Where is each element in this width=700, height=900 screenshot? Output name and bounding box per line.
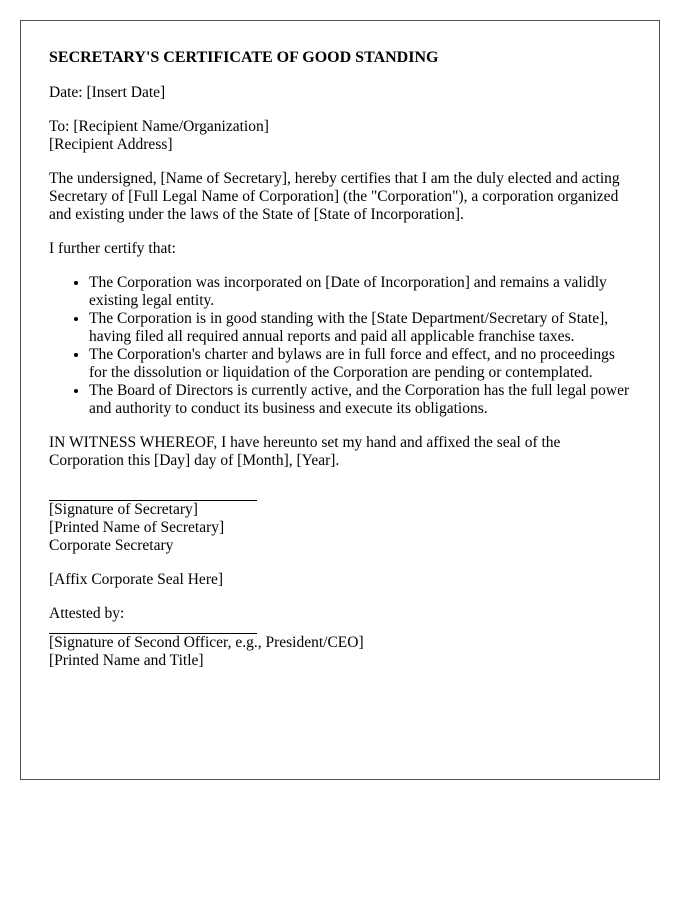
certify-intro: I further certify that:	[49, 240, 176, 257]
certification-item: • The Corporation is in good standing with the [State Department/Secretary of State], having filed all required annual reports and paid all applicable franchise taxes.	[89, 310, 631, 346]
recipient-address: [Recipient Address]	[49, 136, 173, 153]
secretary-signature-block	[49, 500, 631, 555]
attest-label: Attested by:	[49, 605, 125, 622]
attest-printed-name: [Printed Name and Title]	[49, 652, 204, 669]
secretary-signature-label: [Signature of Secretary]	[49, 501, 198, 518]
recipient-block	[49, 118, 631, 154]
recipient-name: To: [Recipient Name/Organization]	[49, 118, 269, 135]
document-title: SECRETARY'S CERTIFICATE OF GOOD STANDING	[49, 49, 439, 66]
certification-item: • The Board of Directors is currently active, and the Corporation has the full legal power and authority to conduct its business and execute its obligations.	[89, 382, 631, 418]
seal-line: [Affix Corporate Seal Here]	[49, 571, 224, 588]
certification-item: • The Corporation's charter and bylaws are in full force and effect, and no proceedings for the dissolution or liquidation of the Corporation are pending or contemplated.	[89, 346, 631, 382]
certification-item: • The Corporation was incorporated on [Date of Incorporation] and remains a validly existing legal entity.	[89, 274, 631, 310]
date-line: Date: [Insert Date]	[49, 84, 166, 101]
intro-paragraph: The undersigned, [Name of Secretary], hereby certifies that I am the duly elected and acting Secretary of [Full Legal Name of Corporation] (the "Corporation"), a corporation organized and existing under the laws of the State of [State of Incorporation].	[49, 170, 620, 223]
certificate-page	[20, 20, 660, 780]
certification-list	[49, 274, 631, 418]
secretary-printed-name: [Printed Name of Secretary]	[49, 519, 225, 536]
attest-block	[49, 605, 631, 670]
witness-paragraph: IN WITNESS WHEREOF, I have hereunto set my hand and affixed the seal of the Corporation this [Day] day of [Month], [Year].	[49, 434, 561, 469]
secretary-role: Corporate Secretary	[49, 537, 174, 554]
attest-signature-label: [Signature of Second Officer, e.g., President/CEO]	[49, 634, 364, 651]
